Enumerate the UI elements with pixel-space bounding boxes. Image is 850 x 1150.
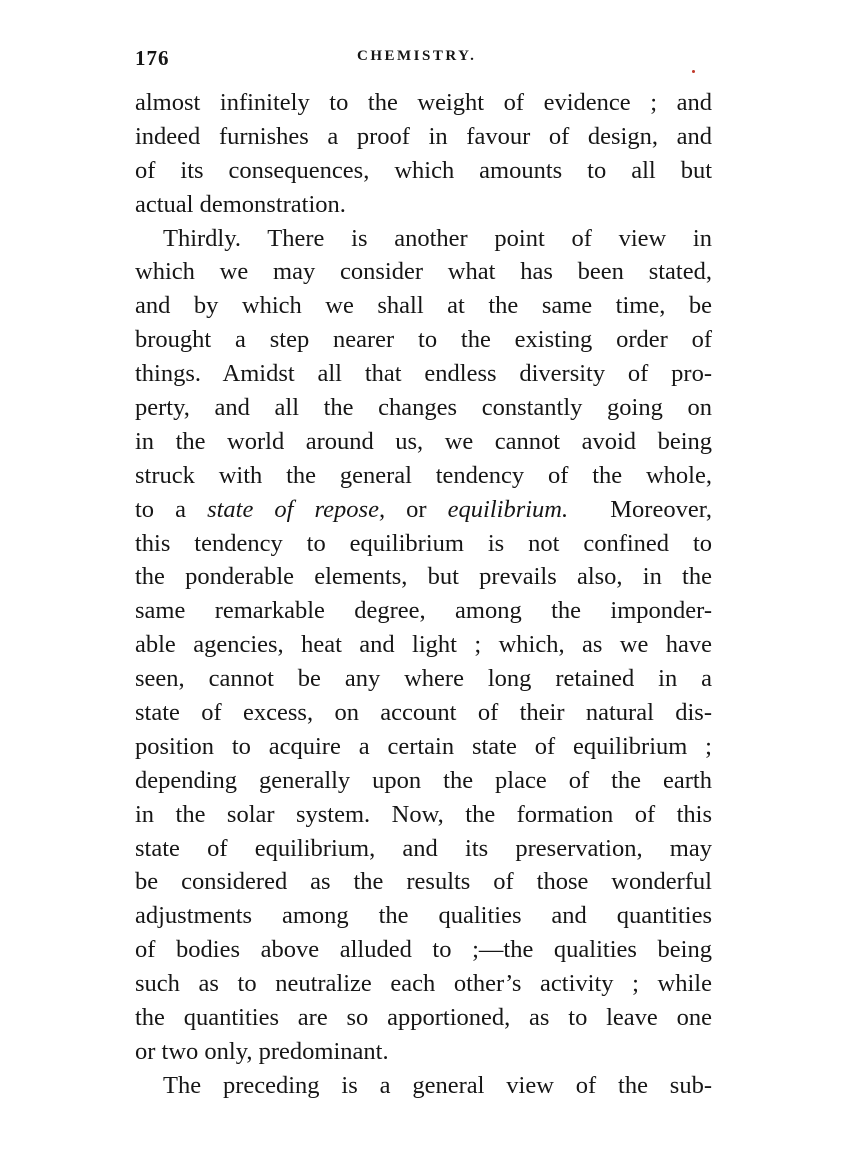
text-line: perty, and all the changes constantly going on	[135, 394, 712, 422]
text-fragment: Moreover,	[610, 495, 713, 523]
text-line: the ponderable elements, but prevails also, in the	[135, 563, 712, 591]
text-line: struck with the general tendency of the whole,	[135, 461, 712, 489]
text-fragment: or	[406, 495, 427, 523]
text-line: or two only, predominant.	[135, 1037, 389, 1065]
text-line: same remarkable degree, among the imponder-	[135, 597, 712, 625]
text-line: in the solar system. Now, the formation of this	[135, 800, 712, 828]
text-fragment: to a	[135, 495, 186, 523]
text-line: indeed furnishes a proof in favour of design, and	[135, 122, 712, 150]
italic-phrase: equilibrium.	[447, 495, 569, 523]
text-line: able agencies, heat and light ; which, as we have	[135, 631, 712, 659]
text-line: brought a step nearer to the existing order of	[135, 326, 712, 354]
text-line: such as to neutralize each other’s activity ; while	[135, 970, 712, 998]
text-line: The preceding is a general view of the sub-	[163, 1071, 712, 1099]
running-head: CHEMISTRY.	[357, 48, 477, 64]
body-text	[135, 86, 712, 1103]
page-header	[135, 46, 715, 74]
page-number: 176	[135, 46, 170, 70]
text-line: state of excess, on account of their natural dis-	[135, 699, 712, 727]
text-line: state of equilibrium, and its preservation, may	[135, 834, 712, 862]
text-line: be considered as the results of those wonderful	[135, 868, 712, 896]
text-line: in the world around us, we cannot avoid being	[135, 427, 712, 455]
text-line: and by which we shall at the same time, be	[135, 292, 712, 320]
italic-phrase: state of repose,	[207, 495, 386, 523]
text-line-mixed	[135, 493, 712, 527]
text-line: adjustments among the qualities and quantities	[135, 902, 712, 930]
text-line: which we may consider what has been stated,	[135, 258, 712, 286]
text-line: almost infinitely to the weight of evidence ; and	[135, 89, 712, 116]
text-line: seen, cannot be any where long retained in a	[135, 665, 712, 693]
text-line: of its consequences, which amounts to all but	[135, 156, 712, 184]
text-line: position to acquire a certain state of equilibrium ;	[135, 732, 712, 760]
text-line: things. Amidst all that endless diversity of pro-	[135, 360, 712, 388]
text-line: this tendency to equilibrium is not confined to	[135, 529, 712, 557]
text-line: actual demonstration.	[135, 190, 346, 218]
ink-speck	[692, 70, 695, 73]
text-line: Thirdly. There is another point of view in	[163, 224, 712, 252]
text-line: depending generally upon the place of the earth	[135, 766, 712, 794]
text-line: of bodies above alluded to ;—the qualities being	[135, 936, 712, 964]
text-line: the quantities are so apportioned, as to leave one	[135, 1004, 712, 1032]
